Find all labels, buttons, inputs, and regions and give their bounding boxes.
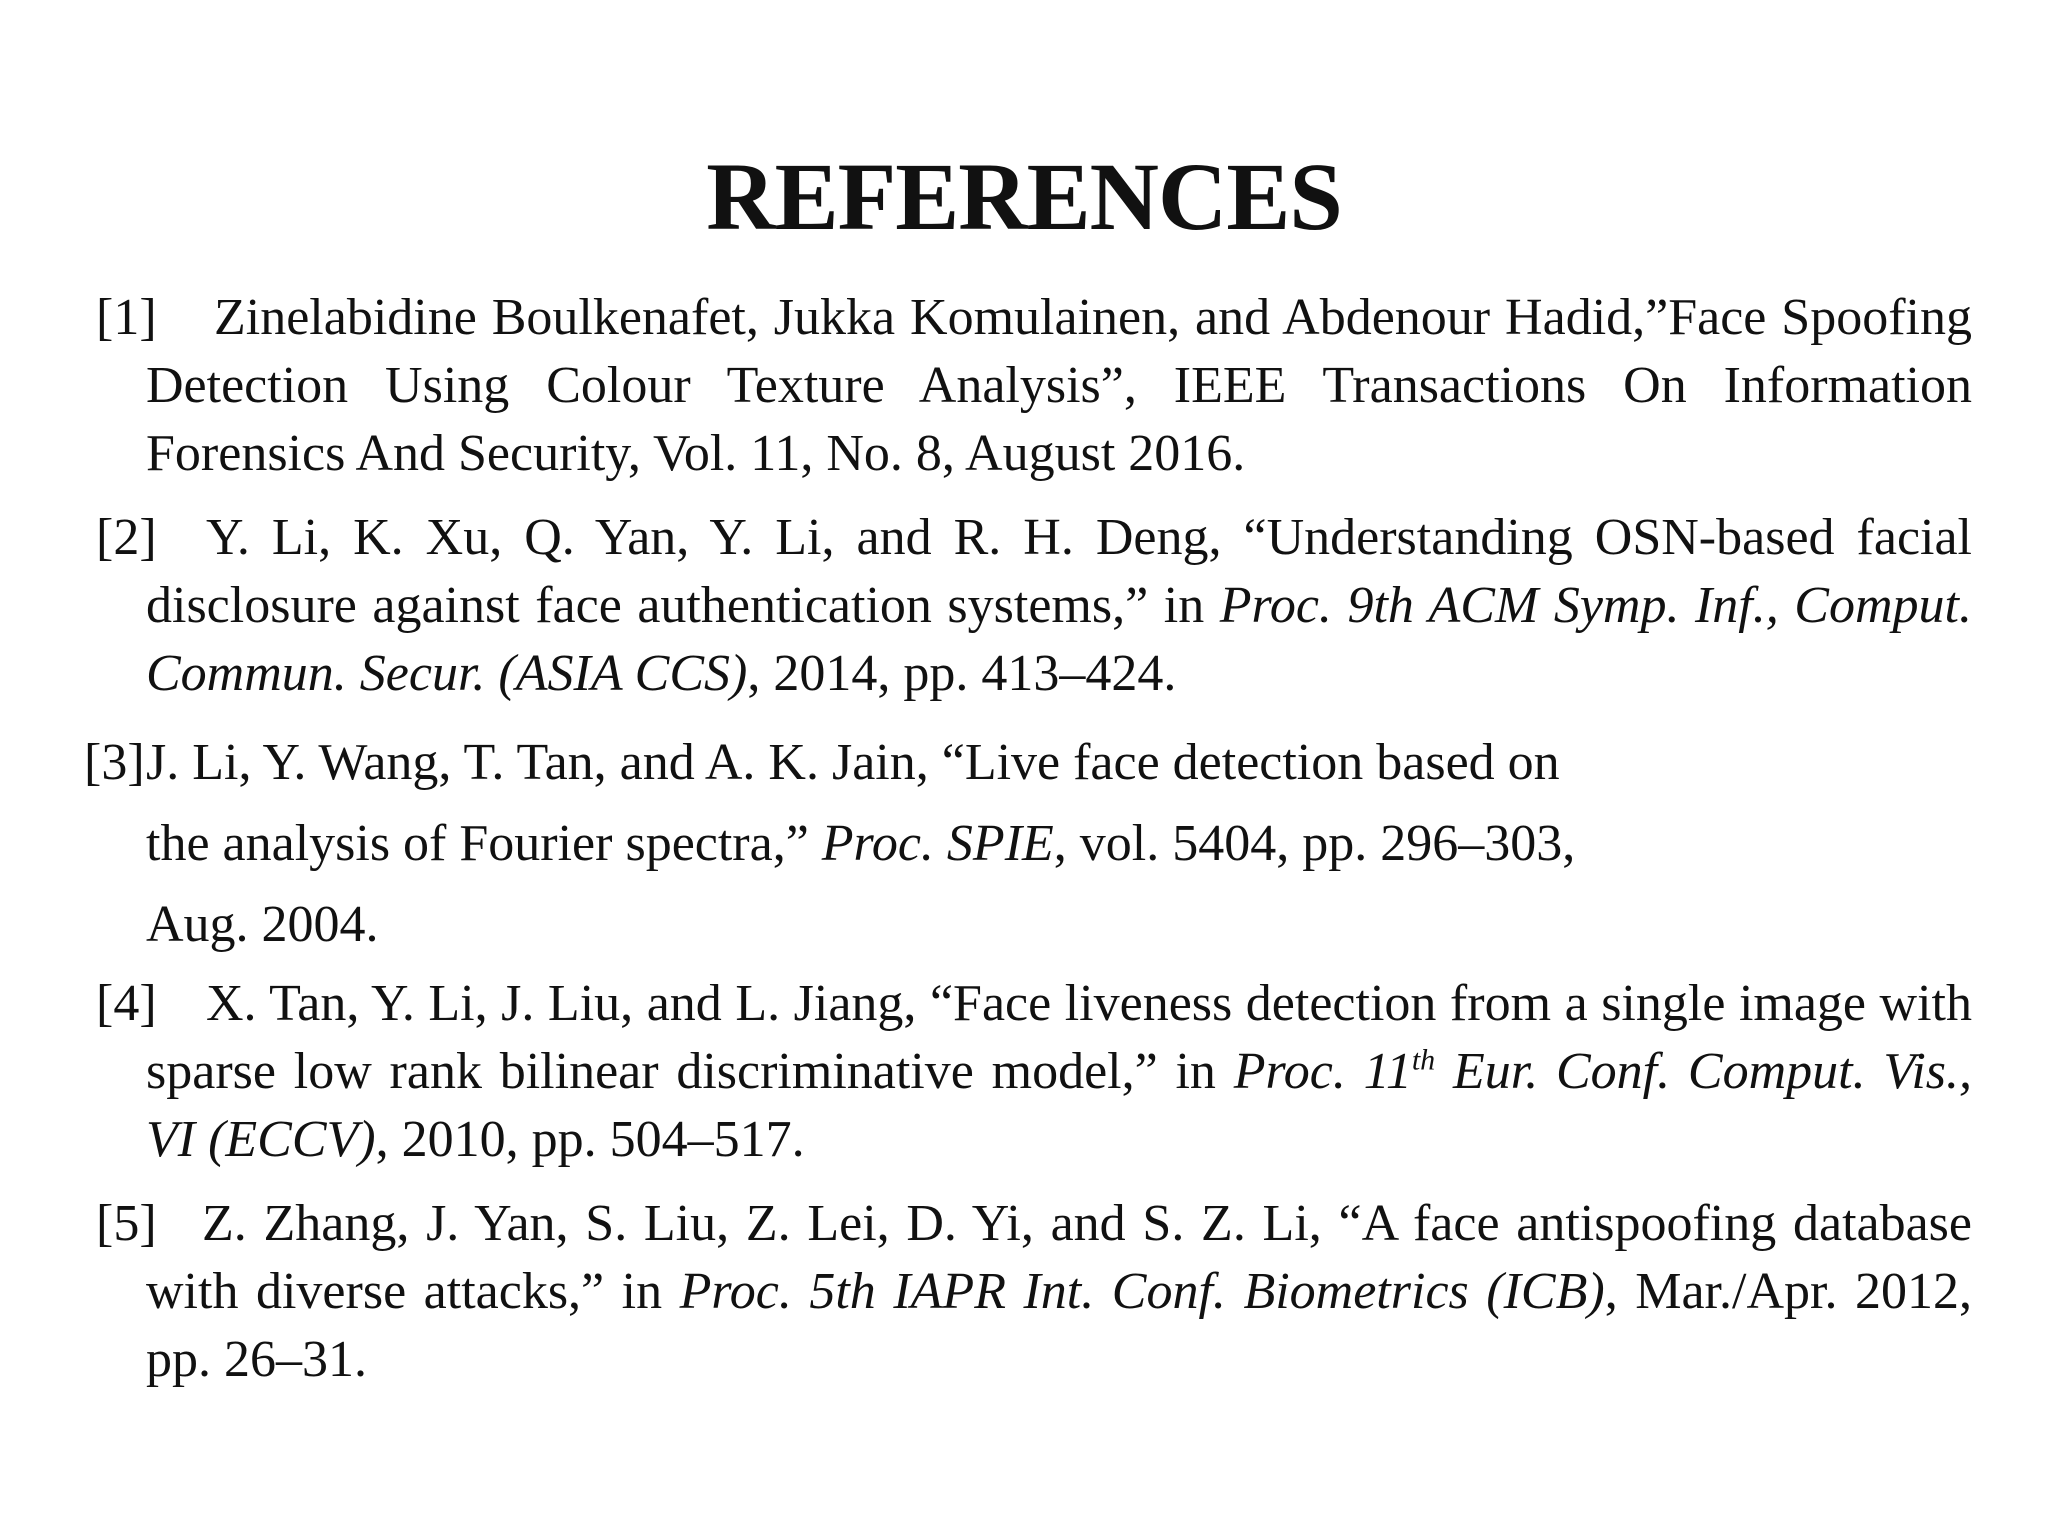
reference-text: Y. Li, K. Xu, Q. Yan, Y. Li, and R. H. Deng, “Understanding OSN-based facial disclosure against face authentication systems,” in [146,509,1972,634]
reference-text: Z. Zhang, J. Yan, S. Liu, Z. Lei, D. Yi, and S. Z. Li, “A face antispoofing database with diverse attacks,” in [146,1195,1972,1320]
reference-venue: Proc. 9th ACM Symp. Inf., Comput. Commun. Secur. (ASIA CCS) [146,577,1972,702]
reference-details: , Mar./Apr. 2012, pp. 26–31. [146,1263,1972,1388]
reference-venue: Proc. 5th IAPR Int. Conf. Biometrics (ICB) [679,1263,1605,1320]
reference-details: , vol. 5404, pp. 296–303, [1053,815,1576,872]
reference-venue: Proc. SPIE [821,815,1054,872]
reference-venue-part: Proc. 11 [1233,1043,1412,1100]
reference-number: [4] [96,975,157,1032]
reference-superscript: th [1411,1043,1436,1077]
reference-number: [2] [96,509,157,566]
reference-details: , 2010, pp. 504–517. [375,1111,805,1168]
reference-number: [1] [96,289,157,346]
reference-line: Aug. 2004. [146,896,379,953]
reference-line: J. Li, Y. Wang, T. Tan, and A. K. Jain, “Live face detection based on [146,734,1560,791]
reference-line [146,803,1972,884]
reference-venue-part: Eur. Conf. Comput. Vis., VI (ECCV) [146,1043,1972,1168]
reference-text: the analysis of Fourier spectra,” [146,815,822,872]
reference-item-4 [96,970,1972,1174]
reference-item-3 [84,722,1972,965]
reference-item-1 [96,284,1972,488]
reference-text: Zinelabidine Boulkenafet, Jukka Komulainen, and Abdenour Hadid,”Face Spoofing Detection Using Colour Texture Analysis”, IEEE Transactions On Information Forensics And Security, Vol. 11, No. 8, August 2016. [146,289,1972,482]
reference-details: , 2014, pp. 413–424. [747,645,1177,702]
reference-item-5 [96,1190,1972,1394]
page-title: REFERENCES [706,143,1342,250]
reference-number: [5] [96,1195,157,1252]
reference-text: X. Tan, Y. Li, J. Liu, and L. Jiang, “Face liveness detection from a single image with sparse low rank bilinear discriminative model,” in [146,975,1972,1100]
reference-number: [3] [84,734,145,791]
reference-item-2 [96,504,1972,708]
